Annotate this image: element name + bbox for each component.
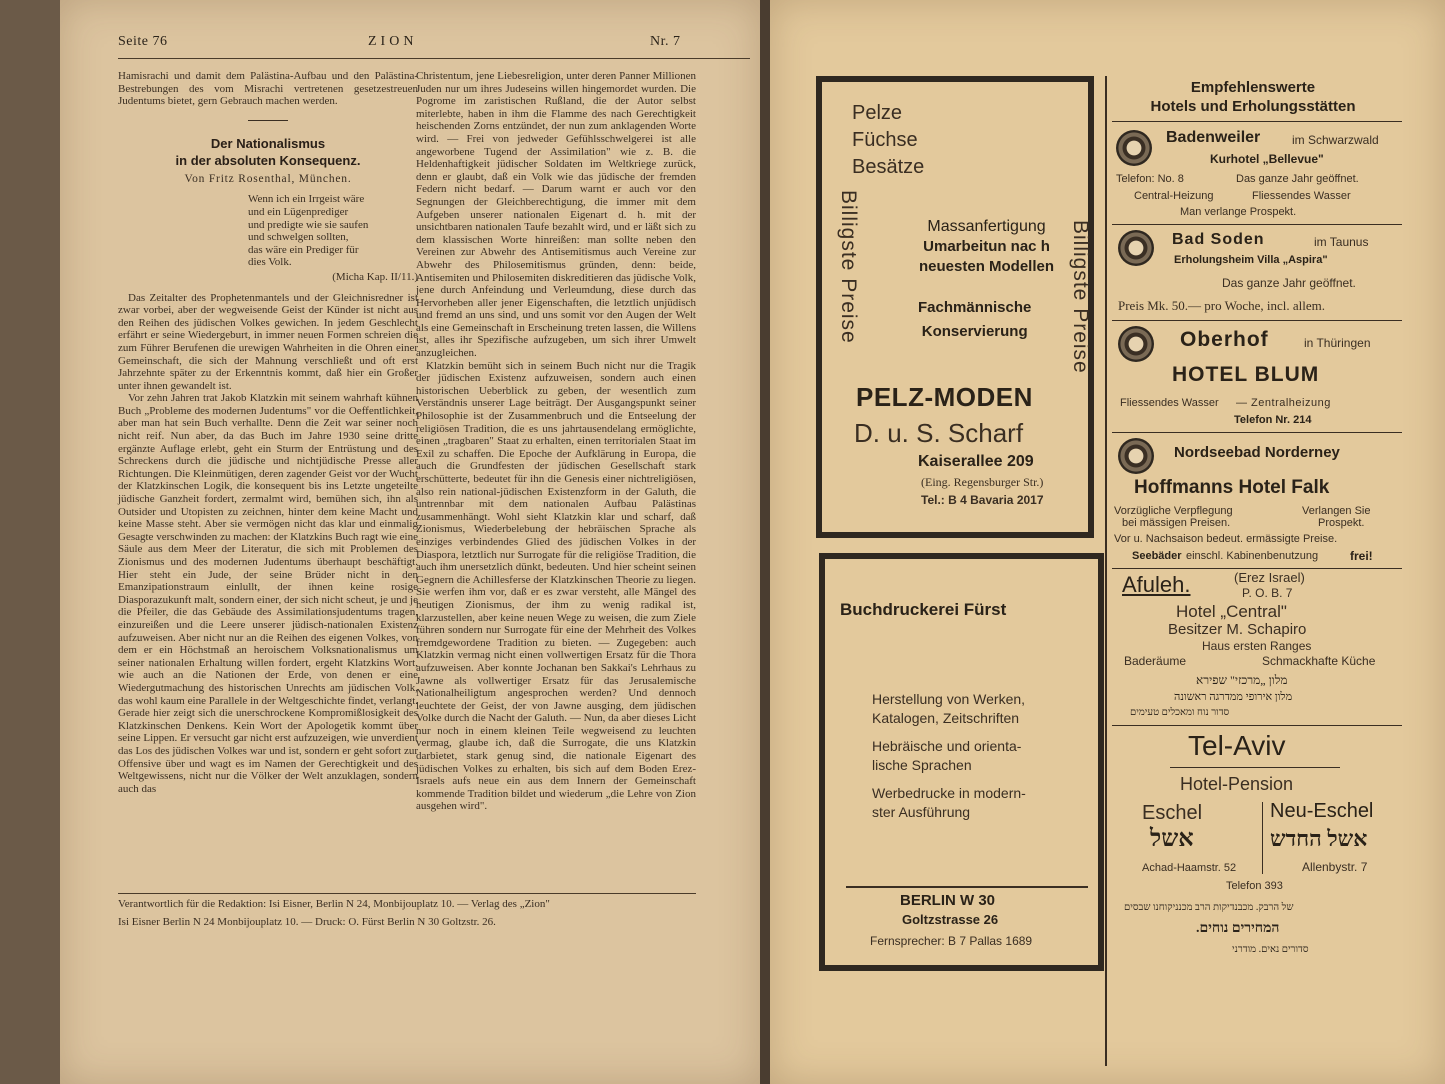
conservation-service [918,296,1031,344]
hotel-emblem-icon [1118,438,1154,474]
page-gutter [760,0,770,1084]
badenweiler-prospect: Man verlange Prospekt. [1180,206,1297,218]
telaviv-pension: Hotel-Pension [1180,774,1294,794]
afuleh-pob: P. O. B. 7 [1242,586,1293,600]
eschel-hebrew: אשל [1150,826,1194,852]
print-street: Goltzstrasse 26 [902,912,999,927]
badenweiler-phone: Telefon: No. 8 [1116,173,1184,185]
issue-number: Nr. 7 [650,34,681,49]
norderney-line: Prospekt. [1318,517,1365,529]
print-phone: Fernsprecher: B 7 Pallas 1689 [870,934,1033,948]
side-label-right: Billigste Preise [1069,220,1092,374]
print-service-line: Werbedrucke in modern- [872,785,1026,801]
article-column-right [416,70,696,813]
hotel-divider [1112,725,1402,726]
article-column-left [118,70,418,795]
telaviv-phone: Telefon 393 [1226,880,1283,892]
print-city: BERLIN W 30 [900,892,996,909]
fur-phone: Tel.: B 4 Bavaria 2017 [921,493,1044,507]
neu-eschel-hebrew: אשל החדש [1270,826,1368,851]
hotel-divider [1112,320,1402,321]
soden-name: Bad Soden [1172,231,1265,248]
telaviv-name: Tel-Aviv [1188,730,1286,761]
oberhof-name: Oberhof [1180,328,1269,351]
print-ad-divider [846,886,1088,888]
article-paragraph: Klatzkin bemüht sich in seinem Buch nicht nur die Tragik der jüdischen Existenz aufzuweisen, sondern auch einen historischen Ueberblick zu geben, der wesentlich zum Verständnis unserer Lage beiträgt. Der Ausgangspunkt seiner Philosophie ist der Zusammenbruch und die Entseelung der religiösen Tradition, die es uns jahrtausendelang ermöglichte, einen „tragbaren" Staat zu erhalten, einen territorialen Staat im Exil zu schaffen. Die Epoche der Aufklärung in Europa, die auch die Grundfesten der jüdischen Gesellschaft stark erschütterte, bedeutet für ihn die Genesis einer nichtreligiösen, also rein national-jüdischen Existenzform in der Galuth, die untrennbar mit dem nationalen Aufbau Palästinas zusammenhängt. Wohl sieht Klatzkin klar und scharf, daß Zionismus, Wiederbelebung der hebräischen Sprache als einziges verbindendes Glied des jüdischen Volkes in der Diaspora, letztlich nur Surrogate für die religiöse Tradition, die auch ihm unersetzlich dünkt, bedeuten. Und hier scheint seinen Gegnern die Achillesferse der Klatzkinschen Theorie zu liegen. Sie werfen ihm vor, daß er es zwar versteht, alle Mängel des heutigen Zionismus, der ihm zu wenig radikal ist, klarzustellen, aber keine neuen Wege zu weisen, die zum Ziele führen sondern nur Surrogate für eine der Mehrheit des Volkes fremdgewordene Tradition zu bieten. — Zugegeben: auch Klatzkin vermag nicht einen vollwertigen Ersatz für die Thora aufzuweisen. Aber konnte Jochanan ben Sakkai's Lehrhaus zu Jawne als vollwertiger Ersatz für das Jerusalemische Nationalheiligtum angesprochen werden? Und dennoch leuchtete der Geist, der von Jawne ausging, dem jüdischen Volke durch die Nacht der Galuth. — Nun, da aber dieses Licht nur noch in einem kleinen Teile wegweisend zu leuchten vermag, glaube ich, daß die Surrogate, die uns Klatzkin darbietet, stark genug sind, die nationale Eigenart des jüdischen Volkes zu erhalten, bis sich auf dem Boden Erez-Israels aufs neue ein aus dem Innern der Gemeinschaft kommende Tradition bildet und wiederum „die Lehre von Zion ausgehen wird". [416,359,696,813]
fur-goods-line: Füchse [852,129,918,151]
neu-eschel-address: Allenbystr. 7 [1302,860,1368,874]
hotel-divider [1112,568,1402,569]
hotel-emblem-icon [1116,130,1152,166]
service-line: Fachmännische [918,299,1032,316]
footer-rule [118,893,696,894]
print-services [872,690,1026,822]
service-line: Umarbeitun nac h [923,238,1050,255]
print-service-line: Herstellung von Werken, [872,691,1026,707]
article-paragraph: Das Zeitalter des Prophetenmantels und der Gleichnisredner ist zwar vorbei, aber der wegweisende Geist der Künder ist nicht aus den Reihen des jüdischen Volkes gewichen. In jedem Geschlecht erfährt er seine Wiedergeburt, in immer neuen Formen schreien die zum Führer Berufenen die urewigen Wahrheiten in die Ohren einer Gemeinschaft, die sich der Mahnung verschließt und oft erst Jahrzehnte später zu der Erkenntnis kommt, daß hier ein Großer unter ihnen gewandelt ist. [118,291,418,392]
service-line: Massanfertigung [927,218,1046,235]
epigraph-line: Wenn ich ein Irrgeist wäre [248,193,365,206]
afuleh-rank: Haus ersten Ranges [1202,639,1312,653]
intro-paragraph: Hamisrachi und damit dem Palästina-Aufbau und den Palästina-Bestrebungen des vom Misrachi vertretenen gesetzestreuen Judentums bietet, gern Gebrauch machen werden. [118,70,418,108]
print-service-line: Hebräische und orienta- [872,738,1022,754]
header-rule [118,58,750,59]
fur-owner-name: D. u. S. Scharf [854,418,1024,448]
hotel-title-line: Hotels und Erholungsstätten [1150,98,1356,115]
afuleh-kitchen: Schmackhafte Küche [1262,654,1376,668]
service-line: neuesten Modellen [919,258,1055,275]
afuleh-hebrew: מלון אירופי ממדרגה ראשונה [1174,691,1293,703]
hotel-section-title [1118,78,1388,116]
hotel-column-rule [1105,76,1107,1066]
epigraph-line: und schwelgen sollten, [248,231,349,244]
afuleh-baths: Baderäume [1124,654,1187,668]
badenweiler-hotel: Kurhotel „Bellevue" [1210,152,1324,166]
soden-season: Das ganze Jahr geöffnet. [1222,276,1356,290]
imprint-line-2: Isi Eisner Berlin N 24 Monbijouplatz 10. — Druck: O. Fürst Berlin N 30 Goltzstr. 26. [118,916,496,928]
newspaper-title: ZION [368,34,418,49]
badenweiler-water: Fliessendes Wasser [1252,190,1351,202]
norderney-name: Nordseebad Norderney [1174,444,1340,461]
article-paragraph: Christentum, jene Liebesreligion, unter deren Panner Millionen Juden nur um ihres Judeseins willen hingemordet wurden. Die Pogrome im zaristischen Rußland, die der Autor selbst miterlebte, haben in ihm die Flamme des nach Gerechtigkeit heischenden Zorns entzündet, der nun zum anklagenden Worte wird. — Frei von jedweder Gefühlsschwelgerei ist alle angeworbene Tugend der Assimilation" wie z. B. die Heldenhaftigkeit jüdischer Soldaten im Weltkriege zurück, denn er glaubt, daß ein Volk wie das jüdische der fremden Federn nicht bedarf. — Darum warnt er auch vor den Segnungen der Gleichberechtigung, die immer mit dem Aufgeben unserer nationalen Eigenart d. h. mit der unsichtbaren nationalen Taufe bezahlt wird, und er läßt sich zu dem klassischen Worte hinreißen: man sollte neben den Vereinen zur Abwehr des Antisemitismus auch Vereine zur Abwehr des Philosemitismus gründen, denn: beide, Antisemiten und Philosemiten diskreditieren das jüdische Volk, jene durch Anfeindung und Verleumdung, diese durch das Hervorheben aller jener Eigenschaften, die letztlich unjüdisch und fremd an uns sind, und uns somit vor den Augen der Welt als eine Gemeinschaft in Erscheinung treten lassen, die Willens ist, alles ihr Spezifische aufzugeben, um sich ihrer Umwelt anzugleichen. [416,70,696,360]
article-title-line-2: in der absoluten Konsequenz. [175,152,361,168]
service-line: Konservierung [921,323,1028,340]
epigraph [248,193,418,269]
afuleh-hebrew: מלון „מרכזי" שפירא [1196,673,1288,687]
telaviv-hebrew: המחירים נוחים. [1196,921,1280,936]
page-number: Seite 76 [118,34,168,49]
print-service-line: lische Sprachen [872,757,972,773]
eschel-name: Eschel [1142,802,1203,824]
afuleh-owner: Besitzer M. Schapiro [1168,621,1307,638]
norderney-line: frei! [1350,549,1373,563]
norderney-line: einschl. Kabinenbenutzung [1186,550,1319,562]
side-label-left: Billigste Preise [837,190,860,344]
norderney-line: Verlangen Sie [1302,505,1371,517]
norderney-hotel: Hoffmanns Hotel Falk [1134,477,1330,498]
norderney-line: Seebäder [1132,550,1182,562]
fur-street: Kaiserallee 209 [918,453,1034,470]
neu-eschel-name: Neu-Eschel [1270,800,1374,822]
norderney-line: bei mässigen Preisen. [1122,517,1231,529]
badenweiler-season: Das ganze Jahr geöffnet. [1236,173,1359,185]
badenweiler-name: Badenweiler [1166,129,1261,146]
hotel-title-line: Empfehlenswerte [1190,79,1316,96]
eschel-address: Achad-Haamstr. 52 [1142,862,1237,874]
telaviv-hebrew: סדורים נאים. מודרני [1232,944,1309,955]
epigraph-line: dies Volk. [248,256,292,269]
soden-home: Erholungsheim Villa „Aspira" [1174,254,1328,266]
fur-goods-line: Pelze [852,102,903,124]
hotel-emblem-icon [1118,326,1154,362]
badenweiler-region: im Schwarzwald [1292,133,1379,147]
hotel-divider [1112,224,1402,225]
afuleh-hotel: Hotel „Central" [1176,602,1287,621]
oberhof-region: in Thüringen [1304,336,1371,350]
soden-price: Preis Mk. 50.— pro Woche, incl. allem. [1118,298,1326,313]
article-title [118,135,418,169]
epigraph-line: und predigte wie sie saufen [248,218,369,231]
fur-goods-line: Besätze [852,156,925,178]
print-shop-title: Buchdruckerei Fürst [840,600,1007,619]
article-title-line-1: Der Nationalismus [210,135,326,151]
afuleh-country: (Erez Israel) [1234,570,1305,585]
byline: Von Fritz Rosenthal, München. [184,172,352,185]
norderney-line: Vorzügliche Verpflegung [1114,505,1233,517]
telaviv-hebrew: של הרבק. מכבנדיקות הרב מכנניקוחנו שבסים [1124,902,1294,913]
telaviv-underline [1170,767,1340,768]
fur-entrance: (Eing. Regensburger Str.) [921,475,1044,489]
oberhof-phone: Telefon Nr. 214 [1234,414,1312,426]
badenweiler-heating: Central-Heizung [1134,190,1214,202]
afuleh-hebrew: סדור נוח ומאכלים טעימים [1130,707,1230,718]
fur-goods-list [852,100,924,181]
fur-company-name: PELZ-MODEN [856,382,1033,412]
separator-rule [248,120,288,121]
tailoring-services [919,217,1054,277]
telaviv-divider [1262,802,1263,874]
epigraph-citation: (Micha Kap. II/11.) [332,270,418,283]
oberhof-water: Fliessendes Wasser [1120,397,1219,409]
norderney-line: Vor u. Nachsaison bedeut. ermässigte Preise. [1114,533,1338,545]
epigraph-line: das wäre ein Prediger für [248,243,359,256]
print-service-line: Katalogen, Zeitschriften [872,710,1020,726]
epigraph-line: und ein Lügenprediger [248,205,349,218]
imprint-line-1: Verantwortlich für die Redaktion: Isi Eisner, Berlin N 24, Monbijouplatz 10. — Verlag des „Zion" [118,898,550,910]
hotel-divider [1112,432,1402,433]
oberhof-heating: — Zentralheizung [1236,397,1331,409]
oberhof-hotel: HOTEL BLUM [1172,363,1320,386]
article-paragraph: Vor zehn Jahren trat Jakob Klatzkin mit seinem wahrhaft kühnen Buch „Probleme des modernen Judentums" vor die Oeffentlichkeit, aber man hat sein Buch verhallte. Denn die Zeit war seiner noch nicht reif. Nun aber, da das Buch im Jahre 1930 seine dritte ergänzte Auflage erlebt, geht ein Sturm der Entrüstung und des Schreckens durch die jüdische und nichtjüdische Presse aller Richtungen. Die Kleinmütigen, deren zagender Geist vor der Wucht der Klatzkinschen Logik, die konsequent bis ins Letzte ungeteilte jüdische Ganzheit fordert, zermalmt wird, bemühen sich, ihn als Outsider und Utopisten zu zeichnen, hinter dem keine Macht und keine Masse steht. Aber sie vermögen nicht das klar und einmalig Gesagte verschwinden zu machen: der Klatzkins Buch ragt wie eine Säule aus dem Meer der Literatur, die sich mit Problemen des Zionismus und des modernen Judentums überhaupt beschäftigt. Hier steht ein Jude, der seine Brüder nicht in den Emanzipationstraum einlullt, der ihnen keine rosige Diasporazukunft malt, sondern einer, der sich nicht scheut, je und je die Pfeiler, die das Gebäude des Assimilationsjudentums tragen, einzureißen und die Leere unserer jüdisch-nationalen Existenz aufzuweisen. Aber nicht nur an die Reihen des eigenen Volkes, von dem er ein Höchstmaß an heroischem Volksnationalismus um seiner nationalen Erhaltung willen fordert, ergeht Klatzkins Wort, wie auch an die Nationen der Erde, von denen er eine Wiedergutmachung des historischen Unrechts am jüdischen Volk, das wohl kaum eine Parallele in der Weltgeschichte findet, verlangt. Gerade hier zeigt sich die unerschrockene Kompromißlosigkeit des Klatzkinschen Denkens. Kein Wort der Apologetik kommt über seine Lippen. Er versucht gar nicht erst aufzuzeigen, wie unverdient das Los des jüdischen Volkes war und ist, sondern er geht sofort zur Offensive über und wagt es im Namen der Gerechtigkeit und des Weltgewissens, nicht nur die Völker der Welt anzuklagen, sondern auch das [118,392,418,795]
hotel-divider [1112,121,1402,122]
soden-region: im Taunus [1314,235,1369,249]
hotel-emblem-icon [1118,230,1154,266]
afuleh-name: Afuleh. [1122,572,1191,597]
print-service-line: ster Ausführung [872,804,971,820]
